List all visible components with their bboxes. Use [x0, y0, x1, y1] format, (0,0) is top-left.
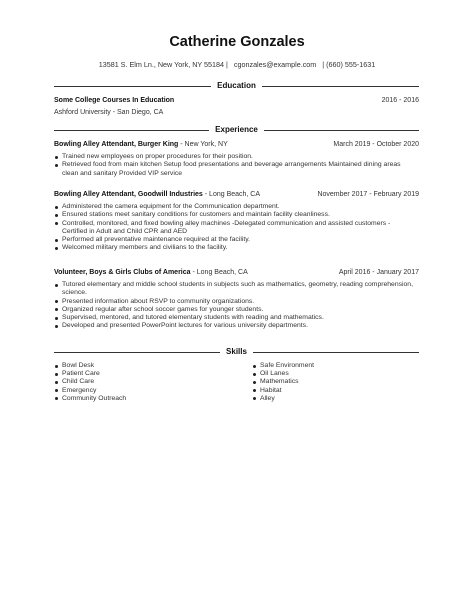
skill-item: Habitat	[252, 387, 402, 395]
education-entry	[54, 96, 419, 105]
job-location: - New York, NY	[178, 141, 228, 148]
divider	[54, 352, 220, 353]
job-bullets	[54, 153, 414, 178]
skill-item: Patient Care	[54, 370, 204, 378]
job-bullets	[54, 203, 414, 253]
list-item: Developed and presented PowerPoint lectures for various university departments.	[54, 322, 414, 330]
job-dates: March 2019 - October 2020	[333, 141, 419, 148]
contact-line: 13581 S. Elm Ln., New York, NY 55184 | cgonzales@example.com | (660) 555-1631	[98, 60, 376, 69]
list-item: Organized regular after school soccer games for younger students.	[54, 306, 414, 314]
job-dates: November 2017 - February 2019	[317, 191, 419, 198]
job-bullets	[54, 281, 414, 331]
candidate-name: Catherine Gonzales	[169, 34, 305, 50]
skill-item: Oil Lanes	[252, 370, 402, 378]
divider	[264, 130, 419, 131]
job-header	[54, 268, 419, 277]
list-item: Trained new employees on proper procedures for their position.	[54, 153, 414, 161]
degree: Some College Courses In Education	[54, 97, 175, 104]
skill-item: Safe Environment	[252, 362, 402, 370]
skill-item: Bowl Desk	[54, 362, 204, 370]
skills-list-left	[54, 362, 204, 403]
list-item: Supervised, mentored, and tutored elementary students with reading and mathematics.	[54, 314, 414, 322]
list-item: Ensured stations meet sanitary conditions for customers and maintain facility cleanliness.	[54, 211, 414, 219]
list-item: Administered the camera equipment for the Communication department.	[54, 203, 414, 211]
education-heading	[54, 80, 419, 92]
job-location: - Long Beach, CA	[202, 191, 261, 198]
skills-list-right	[252, 362, 402, 403]
job-dates: April 2016 - January 2017	[338, 269, 419, 276]
skill-item: Emergency	[54, 387, 204, 395]
divider	[253, 352, 419, 353]
skill-item: Child Care	[54, 378, 204, 386]
section-title: Education	[217, 81, 256, 90]
list-item: Welcomed military members and civilians to the facility.	[54, 244, 414, 252]
job-title: Volunteer, Boys & Girls Clubs of America	[54, 269, 191, 276]
list-item: Presented information about RSVP to community organizations.	[54, 298, 414, 306]
list-item: Retrieved food from main kitchen Setup food presentations and beverage arrangements Maintained dining areas clean and sanitary Provided VIP service	[54, 161, 414, 178]
list-item: Performed all preventative maintenance required at the facility.	[54, 236, 414, 244]
experience-heading	[54, 124, 419, 136]
divider	[54, 86, 211, 87]
skills-heading	[54, 346, 419, 358]
list-item: Controlled, monitored, and fixed bowling alley machines -Delegated communication and assisted customers - Certified in Adult and Child CPR and AED	[54, 220, 414, 237]
divider	[262, 86, 419, 87]
education-dates: 2016 - 2016	[381, 97, 419, 104]
divider	[54, 130, 209, 131]
school: Ashford University - San Diego, CA	[54, 109, 164, 116]
job-header	[54, 190, 419, 199]
skill-item: Mathematics	[252, 378, 402, 386]
section-title: Skills	[226, 347, 247, 356]
job-header	[54, 140, 419, 149]
job-title: Bowling Alley Attendant, Burger King	[54, 141, 179, 148]
skill-item: Alley	[252, 395, 402, 403]
job-location: - Long Beach, CA	[190, 269, 248, 276]
job-title: Bowling Alley Attendant, Goodwill Industries	[54, 191, 203, 198]
section-title: Experience	[215, 125, 258, 134]
list-item: Tutored elementary and middle school students in subjects such as mathematics, geometry, reading comprehension, science.	[54, 281, 414, 298]
skill-item: Community Outreach	[54, 395, 204, 403]
